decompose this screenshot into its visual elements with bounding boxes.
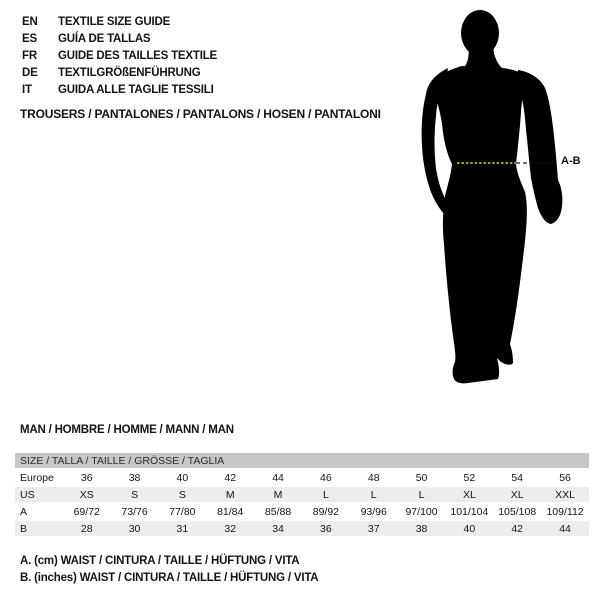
size-table-header: SIZE / TALLA / TAILLE / GRÖSSE / TAGLIA: [15, 453, 589, 469]
cell: 38: [111, 469, 159, 486]
language-code: IT: [22, 84, 32, 96]
size-table: [15, 453, 589, 538]
cell: 40: [445, 520, 493, 537]
language-label: GUIDE DES TAILLES TEXTILE: [58, 50, 217, 62]
cell: 42: [493, 520, 541, 537]
row-label: B: [15, 520, 63, 537]
cell: XXL: [541, 486, 589, 503]
cell: S: [158, 486, 206, 503]
cell: 97/100: [398, 503, 446, 520]
row-label: Europe: [15, 469, 63, 486]
cell: L: [302, 486, 350, 503]
language-label: GUIDA ALLE TAGLIE TESSILI: [58, 84, 214, 96]
cell: 46: [302, 469, 350, 486]
cell: 105/108: [493, 503, 541, 520]
measure-label: A-B: [561, 155, 581, 167]
size-table-header-row: [15, 453, 589, 469]
cell: L: [350, 486, 398, 503]
language-code: ES: [22, 33, 37, 45]
language-code: EN: [22, 16, 38, 28]
cell: 36: [63, 469, 111, 486]
language-row: [22, 82, 217, 99]
note-b-inches: B. (inches) WAIST / CINTURA / TAILLE / HÜFTUNG / VITA: [20, 572, 319, 584]
cell: 101/104: [445, 503, 493, 520]
table-row-us: [15, 486, 589, 503]
cell: 85/88: [254, 503, 302, 520]
cell: 48: [350, 469, 398, 486]
table-row-a-cm: [15, 503, 589, 520]
language-list: [22, 14, 217, 99]
garment-category-title: TROUSERS / PANTALONES / PANTALONS / HOSEN / PANTALONI: [20, 107, 381, 121]
section-title-man: MAN / HOMBRE / HOMME / MANN / MAN: [20, 424, 234, 436]
cell: 31: [158, 520, 206, 537]
language-row: [22, 65, 217, 82]
cell: M: [254, 486, 302, 503]
cell: 109/112: [541, 503, 589, 520]
language-label: GUÍA DE TALLAS: [58, 33, 151, 45]
row-label: A: [15, 503, 63, 520]
cell: 34: [254, 520, 302, 537]
row-label: US: [15, 486, 63, 503]
cell: 50: [398, 469, 446, 486]
cell: 69/72: [63, 503, 111, 520]
note-a-cm: A. (cm) WAIST / CINTURA / TAILLE / HÜFTUNG / VITA: [20, 555, 300, 567]
cell: 56: [541, 469, 589, 486]
cell: 54: [493, 469, 541, 486]
table-row-b-inches: [15, 520, 589, 537]
cell: 40: [158, 469, 206, 486]
cell: L: [398, 486, 446, 503]
cell: 73/76: [111, 503, 159, 520]
cell: 28: [63, 520, 111, 537]
language-code: DE: [22, 67, 38, 79]
cell: 44: [254, 469, 302, 486]
cell: 30: [111, 520, 159, 537]
cell: 44: [541, 520, 589, 537]
man-silhouette: [418, 6, 563, 386]
cell: 38: [398, 520, 446, 537]
cell: 42: [206, 469, 254, 486]
language-code: FR: [22, 50, 37, 62]
language-row: [22, 14, 217, 31]
cell: S: [111, 486, 159, 503]
language-label: TEXTILE SIZE GUIDE: [58, 16, 171, 28]
cell: 32: [206, 520, 254, 537]
measurement-notes: [20, 553, 318, 587]
cell: XS: [63, 486, 111, 503]
cell: 36: [302, 520, 350, 537]
cell: 89/92: [302, 503, 350, 520]
cell: 37: [350, 520, 398, 537]
cell: M: [206, 486, 254, 503]
language-row: [22, 48, 217, 65]
cell: 52: [445, 469, 493, 486]
language-label: TEXTILGRÖßENFÜHRUNG: [58, 67, 201, 79]
cell: XL: [493, 486, 541, 503]
language-row: [22, 31, 217, 48]
cell: XL: [445, 486, 493, 503]
table-row-europe: [15, 469, 589, 486]
cell: 81/84: [206, 503, 254, 520]
cell: 77/80: [158, 503, 206, 520]
cell: 93/96: [350, 503, 398, 520]
